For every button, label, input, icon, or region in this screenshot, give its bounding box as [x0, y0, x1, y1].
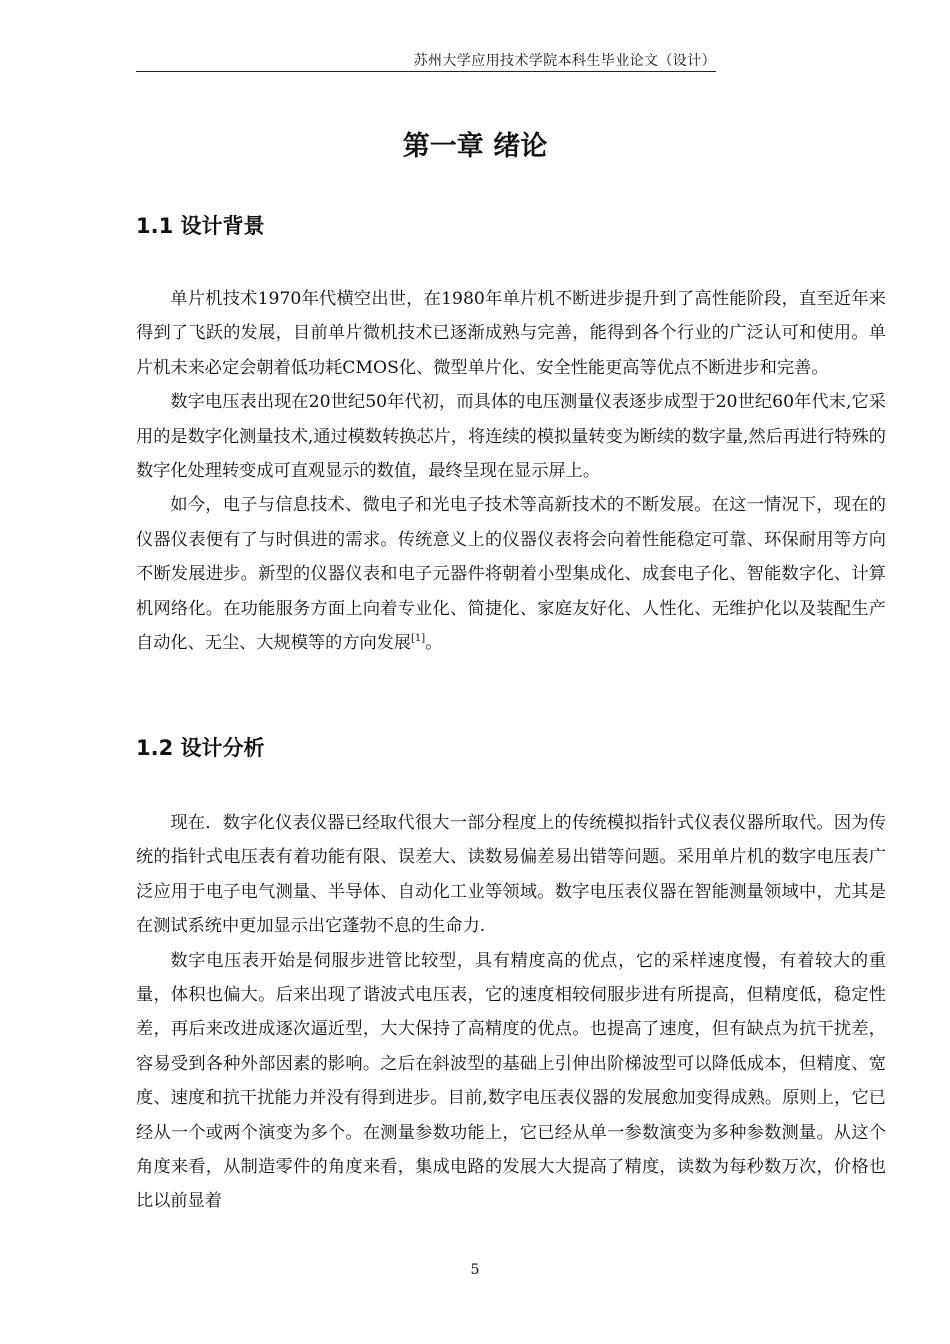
paragraph: 数字电压表开始是伺服步进管比较型，具有精度高的优点，它的采样速度慢，有着较大的重量，体积也偏大。后来出现了谐波式电压表，它的速度相较伺服步进有所提高，但精度低，稳定性差，再后来改进成逐次逼近型，大大保持了高精度的优点。也提高了速度，但有缺点为抗干扰差，容易受到各种外部因素的影响。之后在斜波型的基础上引伸出阶梯波型可以降低成本，但精度、宽度、速度和抗干扰能力并没有得到进步。目前,数字电压表仪器的发展愈加变得成熟。原则上，它已经从一个或两个演变为多个。在测量参数功能上，它已经从单一参数演变为多种参数测量。从这个角度来看，从制造零件的角度来看，集成电路的发展大大提高了精度，读数为每秒数万次，价格也比以前显着	[136, 950, 886, 1212]
chapter-title: 第一章 绪论	[402, 131, 548, 162]
paragraph: 现在．数字化仪表仪器已经取代很大一部分程度上的传统模拟指针式仪表仪器所取代。因为传统的指针式电压表有着功能有限、误差大、读数易偏差易出错等问题。采用单片机的数字电压表广泛应用于电子电气测量、半导体、自动化工业等领域。数字电压表仪器在智能测量领域中，尤其是在测试系统中更加显示出它蓬勃不息的生命力.	[136, 813, 886, 937]
paragraph	[136, 488, 886, 660]
running-header: 苏州大学应用技术学院本科生毕业论文（设计）	[136, 52, 716, 72]
paragraph: 单片机技术1970年代横空出世，在1980年单片机不断进步提升到了高性能阶段，直至近年来得到了飞跃的发展，目前单片微机技术已逐渐成熟与完善，能得到各个行业的广泛认可和使用。单片机未来必定会朝着低功耗CMOS化、微型单片化、安全性能更高等优点不断进步和完善。	[136, 289, 886, 378]
paragraph-text: 如今，电子与信息技术、微电子和光电子技术等高新技术的不断发展。在这一情况下，现在的仪器仪表便有了与时俱进的需求。传统意义上的仪器仪表将会向着性能稳定可靠、环保耐用等方向不断发展进步。新型的仪器仪表和电子元器件将朝着小型集成化、成套电子化、智能数字化、计算机网络化。在功能服务方面上向着专业化、简捷化、家庭友好化、人性化、无维护化以及装配生产自动化、无尘、大规模等的方向发展	[136, 495, 886, 654]
paragraph-tail: 。	[425, 633, 443, 654]
page-number: 5	[470, 1262, 480, 1278]
citation-ref: [1]	[411, 633, 426, 645]
section-body-1-1	[136, 282, 886, 660]
section-title-1-1: 1.1 设计背景	[136, 214, 265, 238]
paragraph: 数字电压表出现在20世纪50年代初，而具体的电压测量仪表逐步成型于20世纪60年代末,它采用的是数字化测量技术,通过模数转换芯片，将连续的模拟量转变为断续的数字量,然后再进行特殊的数字化处理转变成可直观显示的数值，最终呈现在显示屏上。	[136, 392, 886, 482]
section-body-1-2	[136, 806, 886, 1219]
section-title-1-2: 1.2 设计分析	[136, 736, 265, 760]
